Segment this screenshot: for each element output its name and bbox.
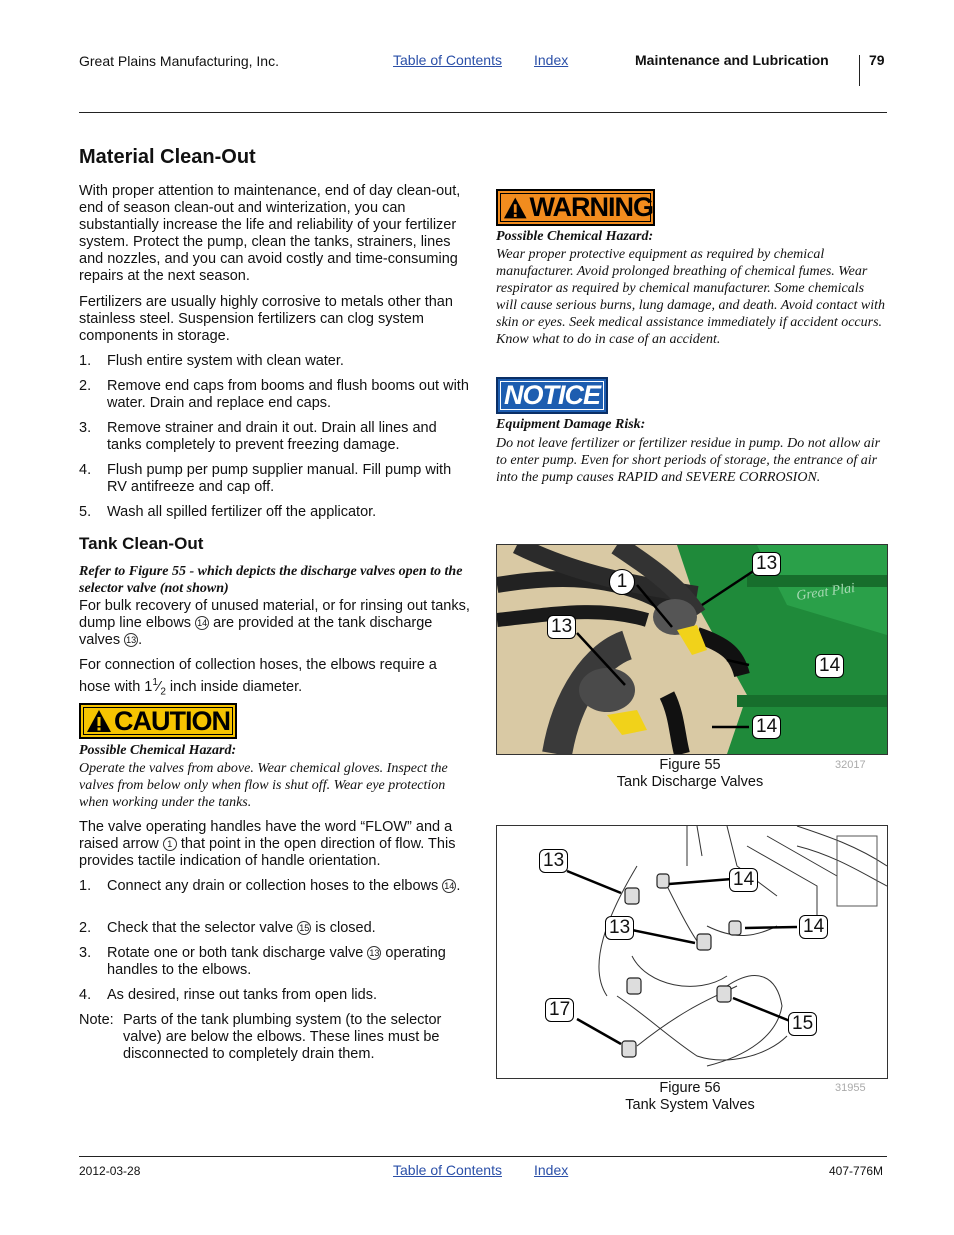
notice-label: NOTICE	[503, 380, 600, 410]
callout-13: 13	[752, 552, 781, 576]
hazard-triangle-icon	[86, 709, 112, 733]
footer-doc-number: 407-776M	[829, 1164, 884, 1178]
notice-sign	[496, 377, 608, 414]
callout-14: 14	[799, 915, 828, 939]
callout-13: 13	[539, 849, 568, 873]
callout-ref: 14	[197, 618, 208, 629]
figure-reference: Refer to Figure 55 - which depicts the discharge valves open to the selector valve (not shown)	[79, 564, 463, 596]
figure-55-photo	[496, 544, 888, 755]
header-rule	[79, 112, 887, 113]
decal-text: Great Plai	[795, 580, 856, 604]
callout-1: 1	[609, 569, 635, 595]
notice-heading: Equipment Damage Risk:	[496, 417, 646, 432]
figure-56-number: Figure 56	[659, 1080, 721, 1096]
figure-56-id: 31955	[835, 1082, 866, 1094]
header-company: Great Plains Manufacturing, Inc.	[79, 53, 279, 69]
notice-text: Do not leave fertilizer or fertilizer residue in pump. Do not allow air to enter pump. Even for short periods of storage, the entrance of air into the pump causes RAPID and SEVERE CORROSION.	[496, 436, 881, 485]
callout-ref: 14	[444, 881, 455, 892]
caution-sign	[79, 703, 237, 739]
callout-14: 14	[752, 715, 781, 739]
figure-55-id: 32017	[835, 759, 866, 771]
footer-date: 2012-03-28	[79, 1164, 141, 1178]
bulk-recovery-paragraph: For bulk recovery of unused material, or for rinsing out tanks, dump line elbows 14 are provided at the tank discharge valves 13 .	[79, 598, 470, 648]
page-title: Material Clean-Out	[79, 146, 256, 168]
footer-rule	[79, 1156, 887, 1157]
footer-toc-link[interactable]: Table of Contents	[393, 1162, 502, 1178]
figure-56-caption: Tank System Valves	[625, 1097, 755, 1113]
warning-label: WARNING	[529, 192, 653, 222]
page-number: 79	[869, 52, 885, 68]
handle-paragraph: The valve operating handles have the word “FLOW” and a raised arrow 1 that point in the open direction of flow. This provides tactile indication of handle orientation.	[79, 819, 456, 869]
valve-photo-illustration	[497, 545, 887, 754]
caution-text: Operate the valves from above. Wear chemical gloves. Inspect the valves from below only when flow is shut off. Wear eye protection when working under the tanks.	[79, 761, 448, 810]
warning-heading: Possible Chemical Hazard:	[496, 229, 654, 244]
callout-17: 17	[545, 998, 574, 1022]
header-index-link[interactable]: Index	[534, 52, 569, 68]
intro-paragraph: With proper attention to maintenance, end of day clean-out, end of season clean-out and winterization, you can substantially increase the life and reliability of your fertilizer system. Protect the pump, clean the tanks, strainers, lines and nozzles, and you can avoid costly and time-consuming repairs at the next season.	[79, 183, 461, 284]
header-divider	[859, 55, 860, 86]
footer-index-link[interactable]: Index	[534, 1162, 569, 1178]
warning-sign	[496, 189, 655, 226]
caution-label: CAUTION	[114, 705, 230, 736]
header-section: Maintenance and Lubrication	[635, 52, 829, 68]
note-text: Parts of the tank plumbing system (to the selector valve) are below the elbows. These lines must be disconnected to completely drain them.	[123, 1012, 442, 1062]
note-label: Note:	[79, 1012, 114, 1028]
figure-56-diagram	[496, 825, 888, 1079]
corrosion-paragraph: Fertilizers are usually highly corrosive to metals other than stainless steel. Suspension fertilizers can clog system components in storage.	[79, 294, 453, 344]
callout-14: 14	[815, 654, 844, 678]
callout-ref: 13	[369, 948, 380, 959]
callout-ref: 1	[163, 837, 177, 851]
figure-55-caption: Tank Discharge Valves	[616, 774, 764, 790]
callout-13: 13	[547, 615, 576, 639]
warning-text: Wear proper protective equipment as required by chemical manufacturer. Avoid prolonged breathing of chemical fumes. Wear respirator as required by chemical manufacturer. Some chemicals will cause serious burns, lung damage, and death. Avoid contact with skin or eyes. Seek medical assistance immediately if accident occurs. Know what to do in case of an accident.	[496, 247, 885, 347]
caution-heading: Possible Chemical Hazard:	[79, 743, 237, 758]
figure-55-number: Figure 55	[659, 757, 721, 773]
callout-ref: 13	[126, 635, 137, 646]
subsection-title: Tank Clean-Out	[79, 534, 204, 553]
callout-15: 15	[788, 1012, 817, 1036]
callout-14: 14	[729, 868, 758, 892]
hazard-triangle-icon	[503, 196, 528, 220]
callout-ref: 15	[299, 923, 310, 934]
hose-paragraph: For connection of collection hoses, the elbows require a hose with $1^1⁄_2$ inch inside diameter.	[79, 657, 437, 698]
header-toc-link[interactable]: Table of Contents	[393, 52, 502, 68]
callout-13: 13	[605, 916, 634, 940]
